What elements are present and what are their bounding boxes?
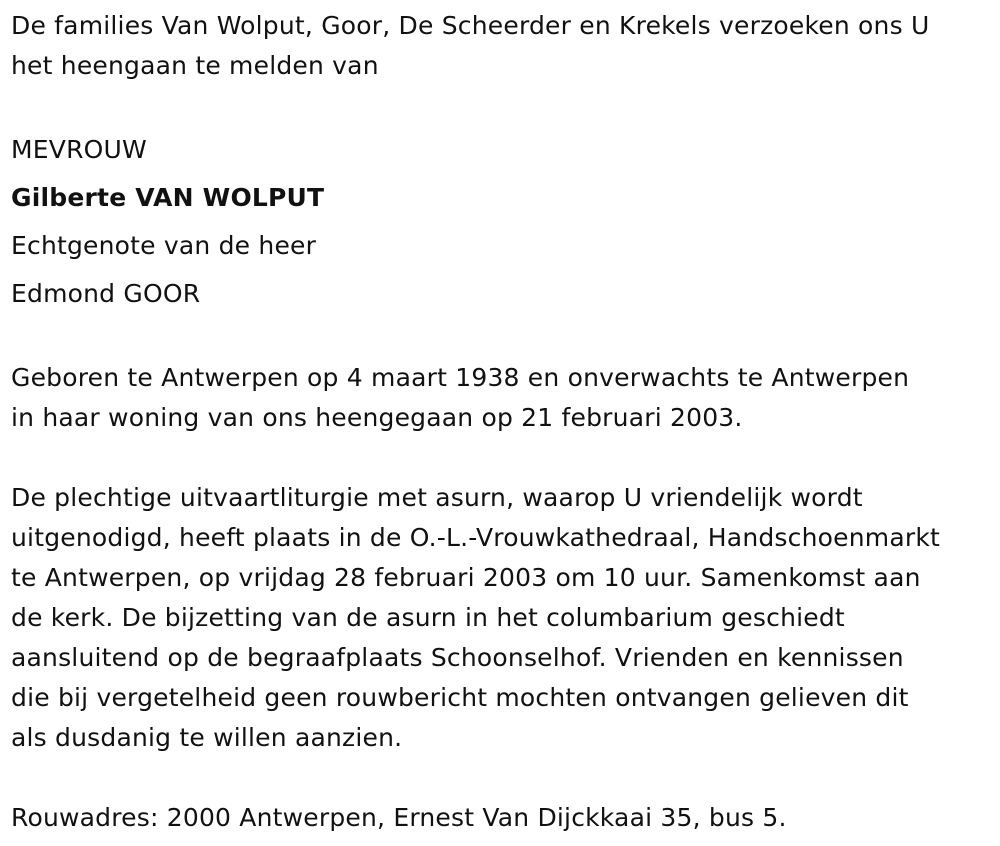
deceased-name: Gilberte VAN WOLPUT — [11, 183, 325, 212]
paragraph-gap — [11, 438, 996, 478]
birth-death-paragraph — [11, 358, 996, 438]
address-paragraph — [11, 798, 996, 838]
funeral-paragraph — [11, 478, 996, 758]
birth-death-line: in haar woning van ons heengegaan op 21 februari 2003. — [11, 403, 743, 432]
funeral-line: De plechtige uitvaartliturgie met asurn, waarop U vriendelijk wordt — [11, 483, 863, 512]
funeral-line: die bij vergetelheid geen rouwbericht mochten ontvangen gelieven dit — [11, 683, 909, 712]
intro-line: De families Van Wolput, Goor, De Scheerder en Krekels verzoeken ons U — [11, 11, 930, 40]
paragraph-gap — [11, 318, 996, 358]
spouse-name: Edmond GOOR — [11, 279, 201, 308]
mourning-address: Rouwadres: 2000 Antwerpen, Ernest Van Dijckkaai 35, bus 5. — [11, 803, 787, 832]
paragraph-gap — [11, 758, 996, 798]
funeral-line: te Antwerpen, op vrijdag 28 februari 2003 om 10 uur. Samenkomst aan — [11, 563, 921, 592]
intro-paragraph — [11, 6, 996, 86]
funeral-line: als dusdanig te willen aanzien. — [11, 723, 403, 752]
funeral-line: uitgenodigd, heeft plaats in de O.-L.-Vrouwkathedraal, Handschoenmarkt — [11, 523, 941, 552]
birth-death-line: Geboren te Antwerpen op 4 maart 1938 en onverwachts te Antwerpen — [11, 363, 910, 392]
intro-line: het heengaan te melden van — [11, 51, 379, 80]
funeral-line: de kerk. De bijzetting van de asurn in het columbarium geschiedt — [11, 603, 845, 632]
deceased-block — [11, 126, 996, 318]
relation-text: Echtgenote van de heer — [11, 231, 317, 260]
paragraph-gap — [11, 86, 996, 126]
funeral-notice — [11, 6, 996, 838]
salutation: MEVROUW — [11, 135, 147, 164]
funeral-line: aansluitend op de begraafplaats Schoonselhof. Vrienden en kennissen — [11, 643, 904, 672]
